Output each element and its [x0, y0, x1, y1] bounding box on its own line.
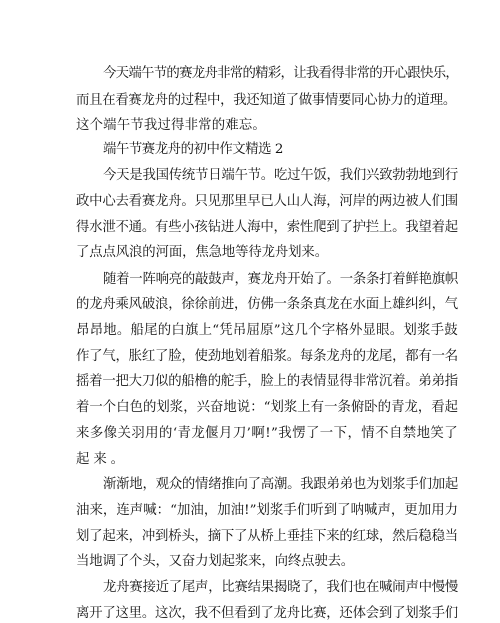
text-line: 划了起来，冲到桥头，摘下了从桥上垂挂下来的红球，然后稳稳当	[76, 529, 458, 544]
text-line: 离开了这里。这次，我不但看到了龙舟比赛，还体会到了划浆手们	[76, 606, 458, 621]
text-line: 油来，连声喊：“加油，加油!”划浆手们听到了呐喊声，更加用力	[76, 503, 459, 518]
text-line: 起来。	[76, 452, 128, 467]
text-line: 龙舟赛接近了尾声，比赛结果揭晓了，我们也在喊闹声中慢慢	[103, 580, 459, 595]
text-line: 渐渐地，观众的情绪推向了高潮。我跟弟弟也为划浆手们加起	[103, 477, 459, 492]
text-line: 随着一阵响亮的敲鼓声，赛龙舟开始了。一条条打着鲜艳旗帜	[103, 272, 459, 287]
section-heading: 端午节赛龙舟的初中作文精选 2	[103, 142, 283, 157]
text-line: 来多像关羽用的‘青龙偃月刀’啊!”我愣了一下，情不自禁地笑了	[76, 426, 459, 441]
text-line: 这个端午节我过得非常的难忘。	[76, 118, 266, 133]
text-line: 摇着一把大刀似的船橹的舵手，脸上的表情显得非常沉着。弟弟指	[76, 374, 458, 389]
text-line: 政中心去看赛龙舟。只见那里早已人山人海，河岸的两边被人们围	[76, 194, 458, 209]
text-line: 昂昂地。船尾的白旗上“凭吊屈原”这几个字格外显眼。划浆手鼓	[76, 323, 458, 338]
text-line: 着一个白色的划浆，兴奋地说：“划浆上有一条俯卧的青龙，看起	[76, 400, 459, 415]
text-line: 了点点风浪的河面，焦急地等待龙舟划来。	[76, 245, 328, 260]
text-line: 的龙舟乘风破浪，徐徐前进，仿佛一条条真龙在水面上雄纠纠，气	[76, 297, 458, 312]
text-line: 今天是我国传统节日端午节。吃过午饭，我们兴致勃勃地到行	[103, 168, 459, 183]
text-line: 作了气，胀红了脸，使劲地划着船浆。每条龙舟的龙尾，都有一名	[76, 349, 458, 364]
text-line: 而且在看赛龙舟的过程中，我还知道了做事情要同心协力的道理。	[76, 93, 456, 108]
text-line: 今天端午节的赛龙舟非常的精彩，让我看得非常的开心跟快乐，	[103, 66, 459, 81]
text-line: 得水泄不通。有些小孩钻进人海中，索性爬到了护拦上。我望着起	[76, 220, 458, 235]
text-line: 当地调了个头，又奋力划起浆来，向终点驶去。	[76, 554, 355, 569]
